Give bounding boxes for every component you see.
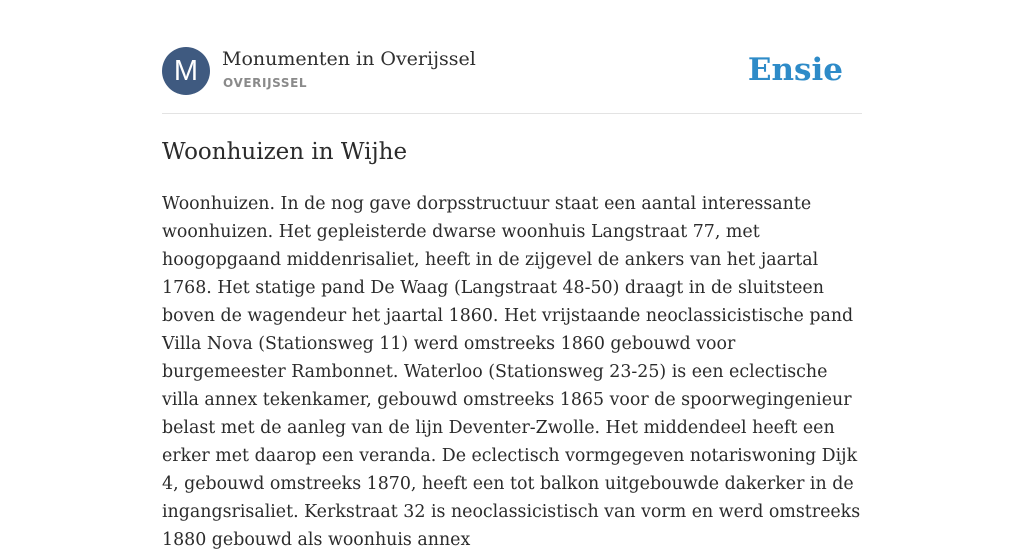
avatar[interactable]: M (162, 47, 210, 95)
article-body: Woonhuizen. In de nog gave dorpsstructuur staat een aantal interessante woonhuizen. Het gepleisterde dwarse woonhuis Langstraat 77, met hoogopgaand middenrisaliet, heeft in de zijgevel de ankers van het jaartal 1768. Het statige pand De Waag (Langstraat 48-50) draagt in de sluitsteen boven de wagendeur het jaartal 1860. Het vrijstaande neoclassicistische pand Villa Nova (Stationsweg 11) werd omstreeks 1860 gebouwd voor burgemeester Rambonnet. Waterloo (Stationsweg 23-25) is een eclectische villa annex tekenkamer, gebouwd omstreeks 1865 voor de spoorwegingenieur belast met de aanleg van de lijn Deventer-Zwolle. Het middendeel heeft een erker met daarop een veranda. De eclectisch vormgegeven notariswoning Dijk 4, gebouwd omstreeks 1870, heeft een tot balkon uitgebouwde dakerker in de ingangsrisaliet. Kerkstraat 32 is neoclassicistisch van vorm en werd omstreeks 1880 gebouwd als woonhuis annex (162, 194, 861, 550)
header (162, 47, 862, 113)
collection-subtitle[interactable]: OVERIJSSEL (223, 76, 308, 90)
collection-title[interactable]: Monumenten in Overijssel (222, 48, 476, 70)
ensie-logo[interactable]: Ensie (747, 52, 843, 88)
divider (162, 113, 862, 114)
article-title: Woonhuizen in Wijhe (162, 139, 408, 165)
